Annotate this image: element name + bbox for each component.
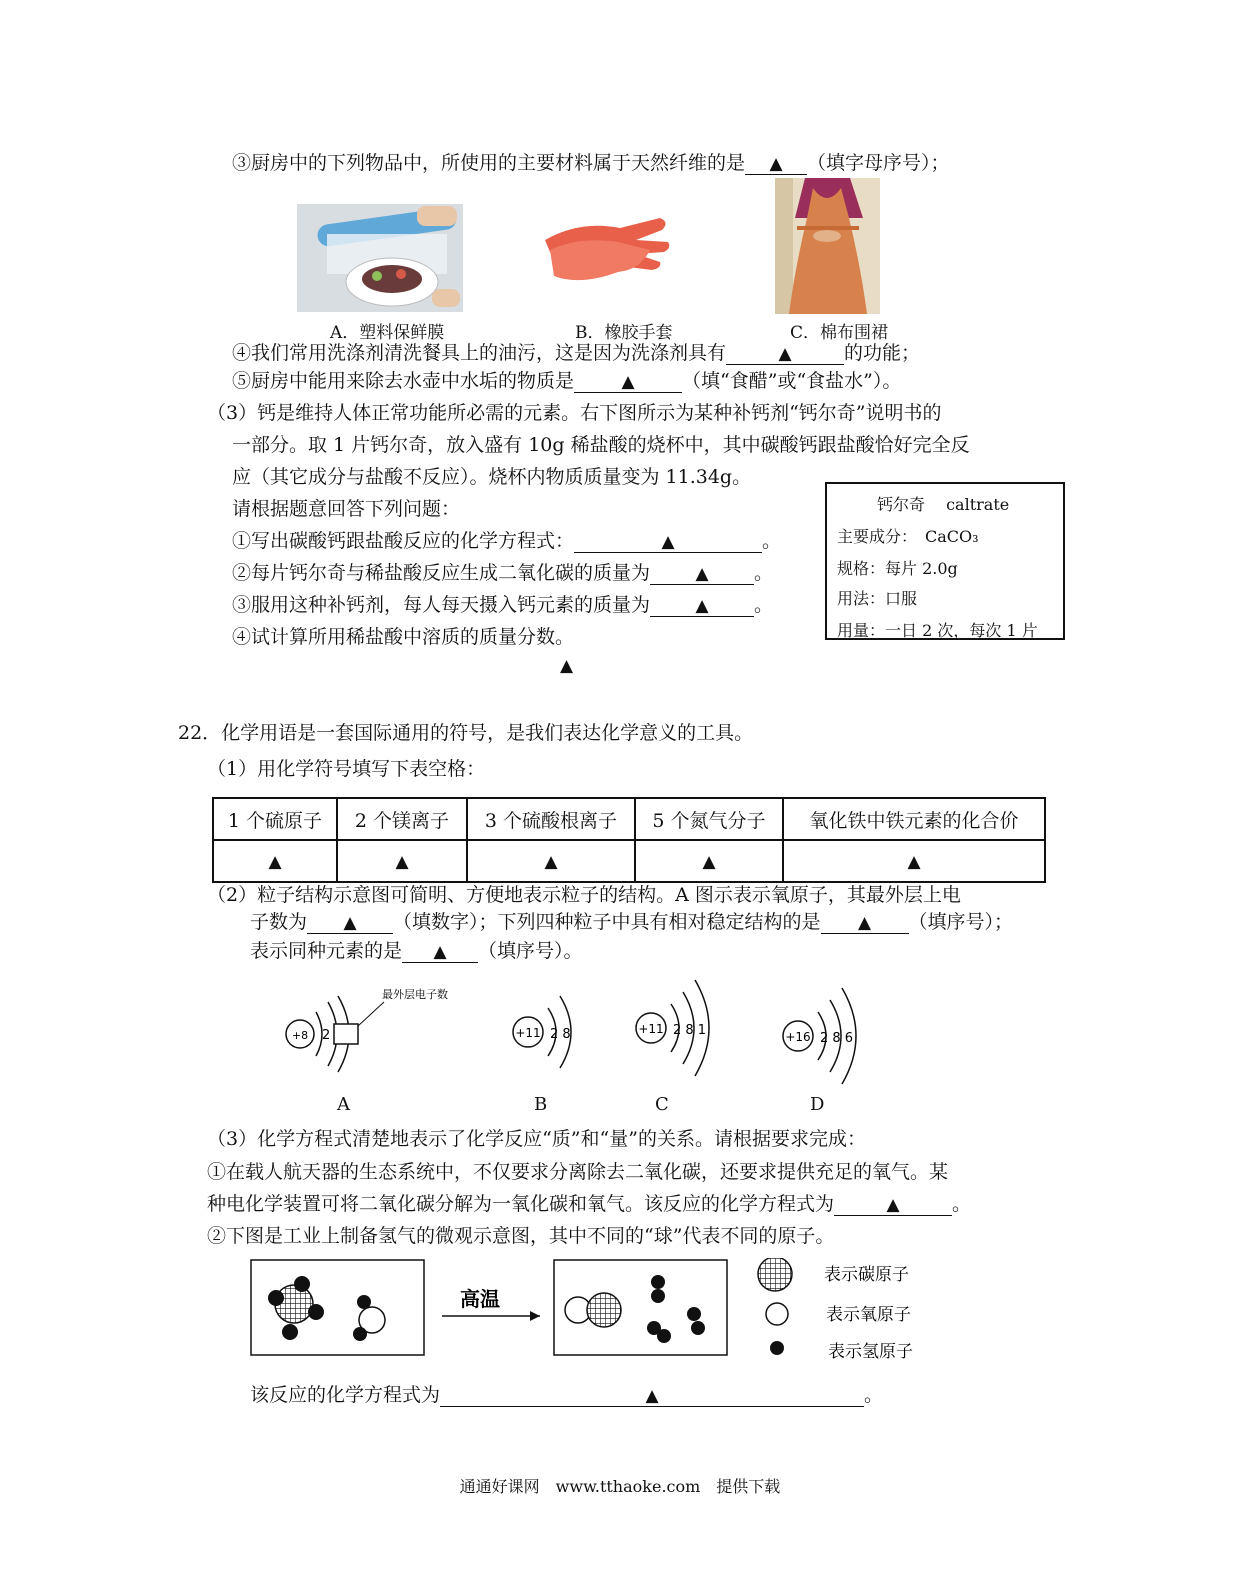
hydrogen-atom (294, 1276, 310, 1292)
legend-hydrogen-label: 表示氢原子 (828, 1342, 913, 1362)
table-header: 1 个硫原子 (213, 798, 337, 840)
answer-blank[interactable] (834, 1194, 952, 1216)
hydrogen-atom (357, 1295, 371, 1309)
nucleus-c: +11 (638, 1022, 664, 1036)
triangle-marker: ▲ (433, 942, 447, 962)
answer-cell[interactable] (635, 840, 783, 882)
hydrogen-atom (651, 1275, 665, 1289)
answer-blank[interactable] (650, 563, 754, 585)
q21-s3-line4: 请根据题意回答下列问题： (232, 498, 461, 520)
q21-s3-q1 (232, 526, 781, 553)
legend-hydrogen-icon (770, 1341, 784, 1355)
nucleus-d: +16 (785, 1030, 811, 1044)
box-title: 钙尔奇 caltrate (877, 495, 1010, 514)
answer-blank[interactable] (440, 1385, 864, 1407)
shell-d: 2 8 6 (820, 1031, 854, 1046)
cotton-apron-image (775, 178, 880, 314)
shell-c: 2 8 1 (673, 1023, 707, 1038)
q21-s3-q2-text: ②每片钙尔奇与稀盐酸反应生成二氧化碳的质量为 (232, 562, 651, 584)
triangle-marker: ▲ (695, 564, 709, 584)
arrow-head (530, 1311, 540, 1321)
atom-label-c: C (655, 1094, 669, 1115)
answer-blank[interactable] (726, 343, 844, 365)
answer-cell[interactable] (467, 840, 635, 882)
table-header: 氧化铁中铁元素的化合价 (783, 798, 1045, 840)
box-dose: 用量：一日 2 次，每次 1 片 (837, 621, 1038, 640)
atom-label-d: D (810, 1094, 825, 1115)
atom-diagram-d (780, 978, 880, 1088)
reaction-condition: 高温 (460, 1287, 500, 1311)
hydrogen-atom (651, 1289, 665, 1303)
reaction-micro-diagram (250, 1258, 940, 1362)
q22-s1: （1）用化学符号填写下表空格： (207, 758, 486, 780)
atom-diagram-c (635, 972, 735, 1087)
q21-p3 (232, 148, 950, 175)
q22-s3-line5 (250, 1380, 883, 1407)
plastic-wrap-image (297, 204, 463, 312)
answer-blank[interactable] (574, 371, 682, 393)
q22-s3-line1: （3）化学方程式清楚地表示了化学反应“质”和“量”的关系。请根据要求完成： (207, 1128, 866, 1150)
nucleus-a: +8 (291, 1029, 309, 1042)
answer-blank[interactable] (650, 595, 754, 617)
triangle-marker: ▲ (661, 532, 675, 552)
q21-s3-q1-text: ①写出碳酸钙跟盐酸反应的化学方程式： (232, 530, 575, 552)
box-usage: 用法：口服 (837, 589, 918, 608)
triangle-marker: ▲ (343, 913, 357, 933)
triangle-marker: ▲ (702, 852, 716, 872)
triangle-marker: ▲ (695, 596, 709, 616)
q22-s2-line3 (250, 936, 583, 963)
answer-blank[interactable] (307, 912, 393, 934)
triangle-marker: ▲ (907, 852, 921, 872)
q22-s2-text-d: 表示同种元素的是 (250, 940, 403, 962)
q21-p5-text: ⑤厨房中能用来除去水壶中水垢的物质是 (232, 370, 575, 392)
q22-s2-text-b: （填数字）；下列四种粒子中具有相对稳定结构的是 (393, 911, 821, 933)
hydrogen-atom (268, 1290, 284, 1306)
box-spec: 规格：每片 2.0g (837, 559, 958, 578)
hydrogen-atom (353, 1327, 367, 1341)
triangle-marker: ▲ (886, 1195, 900, 1215)
box-ingredient: 主要成分： CaCO₃ (837, 527, 979, 546)
hydrogen-atom (282, 1324, 298, 1340)
q22-s2-text-c: （填序号）； (908, 911, 1014, 933)
answer-blank[interactable] (821, 912, 909, 934)
q22-s3-line3 (207, 1189, 971, 1216)
q22-s3-line5-text: 该反应的化学方程式为 (250, 1384, 441, 1406)
atom-label-b: B (534, 1094, 548, 1115)
symbol-table (212, 797, 1046, 883)
legend-oxygen-label: 表示氧原子 (826, 1305, 911, 1325)
table-header: 2 个镁离子 (337, 798, 467, 840)
q21-p5 (232, 366, 901, 393)
q21-p3-hint: （填字母序号）； (807, 152, 950, 174)
q21-s3-line2: 一部分。取 1 片钙尔奇，放入盛有 10g 稀盐酸的烧杯中，其中碳酸钙跟盐酸恰好完全反 (232, 434, 970, 456)
legend-carbon-label: 表示碳原子 (824, 1265, 909, 1285)
caption-a: A．塑料保鲜膜 (330, 323, 445, 343)
q21-p4-tail: 的功能； (844, 342, 921, 364)
q21-p5-tail: （填“食醋”或“食盐水”）。 (682, 370, 902, 392)
atom-label-a: A (337, 1094, 350, 1115)
answer-blank[interactable] (402, 941, 478, 963)
triangle-marker: ▲ (778, 344, 792, 364)
q22-s3-line3-text: 种电化学装置可将二氧化碳分解为一氧化碳和氧气。该反应的化学方程式为 (207, 1193, 835, 1215)
carbon-atom (587, 1293, 621, 1327)
shell-a: 2 (322, 1028, 331, 1043)
q21-p4-text: ④我们常用洗涤剂清洗餐具上的油污，这是因为洗涤剂具有 (232, 342, 727, 364)
answer-cell[interactable] (783, 840, 1045, 882)
triangle-marker: ▲ (395, 852, 409, 872)
triangle-marker: ▲ (769, 154, 783, 174)
q22-s3-line2: ①在载人航天器的生态系统中，不仅要求分离除去二氧化碳，还要求提供充足的氧气。某 (207, 1161, 949, 1183)
q21-s3-line1: （3）钙是维持人体正常功能所必需的元素。右下图所示为某种补钙剂“钙尔奇”说明书的 (207, 402, 942, 424)
q22-s2-text-a: 子数为 (250, 911, 308, 933)
hydrogen-atom (657, 1329, 671, 1343)
period: 。 (952, 1193, 972, 1215)
answer-blank[interactable] (574, 531, 762, 553)
triangle-marker: ▲ (621, 372, 635, 392)
q21-s3-q3-text: ③服用这种补钙剂，每人每天摄入钙元素的质量为 (232, 594, 651, 616)
period: 。 (754, 594, 774, 616)
page-footer: 通通好课网 www.tthaoke.com 提供下载 (459, 1477, 781, 1496)
hydrogen-atom (691, 1321, 705, 1335)
q21-p4 (232, 338, 920, 365)
rubber-gloves-image (540, 210, 675, 290)
atom-diagram-a (280, 978, 480, 1078)
period: 。 (864, 1384, 884, 1406)
outer-shell-note: 最外层电子数 (382, 988, 448, 1001)
triangle-marker: ▲ (544, 852, 558, 872)
q21-s3-q4: ④试计算所用稀盐酸中溶质的质量分数。 (232, 626, 575, 648)
q21-s3-q3 (232, 590, 773, 617)
answer-cell[interactable] (213, 840, 337, 882)
table-header: 5 个氮气分子 (635, 798, 783, 840)
triangle-marker: ▲ (268, 852, 282, 872)
q22-title: 22．化学用语是一套国际通用的符号，是我们表达化学意义的工具。 (178, 722, 754, 744)
legend-oxygen-icon (766, 1303, 788, 1325)
nucleus-b: +11 (515, 1026, 541, 1040)
answer-blank[interactable] (745, 153, 807, 175)
shell-b: 2 8 (550, 1027, 571, 1042)
answer-cell[interactable] (337, 840, 467, 882)
table-header: 3 个硫酸根离子 (467, 798, 635, 840)
period: 。 (754, 562, 774, 584)
caption-b: B．橡胶手套 (575, 323, 673, 343)
q21-s3-line3: 应（其它成分与盐酸不反应）。烧杯内物质质量变为 11.34g。 (232, 466, 752, 488)
legend-carbon-icon (758, 1258, 792, 1291)
caltrate-label-box (825, 482, 1065, 640)
triangle-marker: ▲ (645, 1386, 659, 1406)
q21-p3-text: ③厨房中的下列物品中，所使用的主要材料属于天然纤维的是 (232, 152, 746, 174)
q22-s2-line2 (250, 907, 1013, 934)
triangle-marker: ▲ (857, 913, 872, 933)
q22-s2-line1: （2）粒子结构示意图可简明、方便地表示粒子的结构。A 图示表示氧原子，其最外层上电 (207, 884, 961, 906)
hydrogen-atom (687, 1307, 701, 1321)
caption-c: C．棉布围裙 (790, 323, 889, 343)
hydrogen-atom (308, 1304, 324, 1320)
q21-s3-q2 (232, 558, 773, 585)
q22-s2-text-e: （填序号）。 (478, 940, 583, 962)
atom-diagram-b (510, 978, 600, 1088)
q22-s3-line4: ②下图是工业上制备氢气的微观示意图，其中不同的“球”代表不同的原子。 (207, 1225, 835, 1247)
period: 。 (762, 530, 782, 552)
triangle-marker: ▲ (560, 656, 574, 676)
